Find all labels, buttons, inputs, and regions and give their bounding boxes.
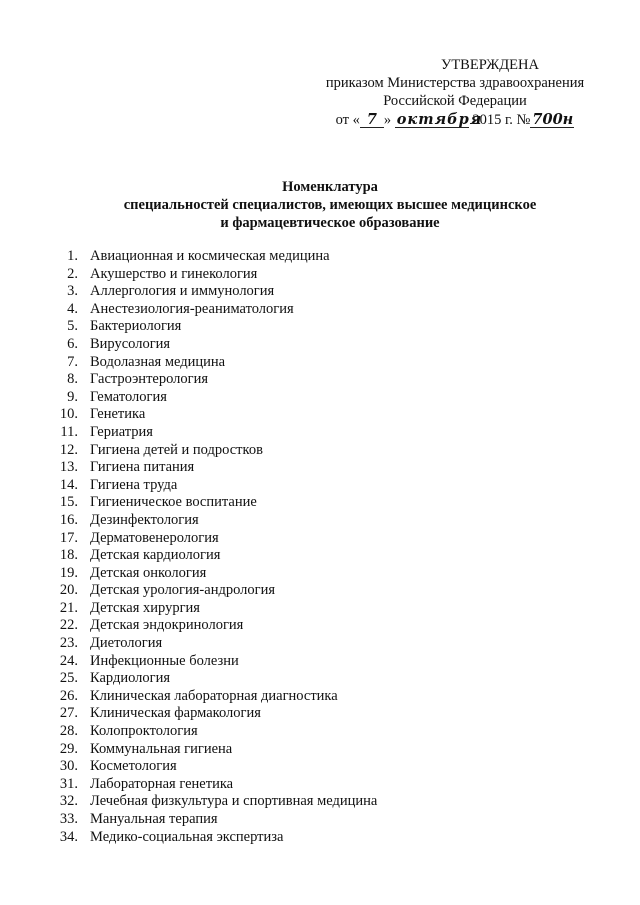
list-item-number: 9.	[67, 388, 78, 405]
list-item-number: 25.	[59, 670, 78, 687]
approval-federation-line: Российской Федерации	[383, 93, 527, 109]
list-item	[0, 318, 640, 336]
list-item-text: Дезинфектология	[90, 511, 199, 528]
list-item	[0, 477, 640, 495]
list-item-number: 16.	[59, 511, 78, 528]
list-item	[0, 741, 640, 759]
date-prefix: от «	[335, 112, 360, 128]
list-item-number: 21.	[59, 599, 78, 616]
handwritten-day: 7	[360, 112, 384, 128]
list-item-number: 29.	[59, 740, 78, 757]
list-item-text: Колопроктология	[90, 723, 198, 740]
list-item	[0, 758, 640, 776]
list-item-number: 32.	[59, 793, 78, 810]
list-item-number: 33.	[59, 811, 78, 827]
list-item-number: 5.	[67, 318, 78, 335]
list-item-text: Гигиена детей и подростков	[90, 441, 263, 458]
list-item-text: Диетология	[90, 635, 163, 652]
list-item-text: Генетика	[90, 406, 146, 423]
list-item-text: Детская онкология	[90, 564, 207, 581]
list-item-number: 11.	[60, 423, 78, 440]
list-item	[0, 494, 640, 512]
date-mid: »	[383, 112, 392, 128]
list-item-text: Детская урология-андрология	[90, 582, 276, 599]
list-item	[0, 776, 640, 794]
list-item-text: Детская кардиология	[90, 547, 221, 564]
list-item	[0, 424, 640, 442]
list-item-text: Гигиена питания	[90, 459, 195, 476]
list-item-text: Авиационная и космическая медицина	[90, 248, 330, 264]
list-item-text: Медико-социальная экспертиза	[90, 828, 284, 845]
list-item-text: Клиническая лабораторная диагностика	[90, 687, 338, 704]
list-item	[0, 793, 640, 811]
list-item-number: 34.	[59, 828, 78, 845]
handwritten-order-number: 700н	[532, 111, 574, 128]
list-item-number: 15.	[59, 494, 78, 511]
list-item-number: 3.	[67, 283, 78, 300]
list-item	[0, 547, 640, 565]
approval-date-line	[290, 111, 620, 129]
list-item-text: Гематология	[90, 388, 167, 405]
handwritten-month: октября	[396, 111, 483, 128]
list-item-number: 31.	[59, 775, 78, 792]
list-item	[0, 442, 640, 460]
list-item-text: Детская хирургия	[90, 599, 200, 616]
list-item-number: 17.	[59, 529, 78, 546]
list-item-number: 26.	[59, 687, 78, 704]
list-item-text: Косметология	[90, 758, 177, 775]
list-item	[0, 283, 640, 301]
list-item	[0, 811, 640, 829]
list-item-number: 24.	[59, 652, 78, 669]
heading-subtitle-1: специальностей специалистов, имеющих высшее медицинское	[123, 197, 537, 213]
list-item	[0, 705, 640, 723]
list-item-text: Дерматовенерология	[90, 529, 219, 546]
list-item-number: 6.	[67, 335, 78, 352]
list-item	[0, 354, 640, 372]
document-heading	[60, 178, 600, 232]
list-item	[0, 336, 640, 354]
list-item-number: 4.	[67, 300, 78, 317]
list-item-text: Кардиология	[90, 670, 171, 687]
list-item	[0, 582, 640, 600]
list-item	[0, 829, 640, 847]
list-item-text: Бактериология	[90, 318, 182, 335]
list-item-text: Водолазная медицина	[90, 353, 226, 370]
list-item-number: 18.	[59, 547, 78, 564]
list-item-text: Коммунальная гигиена	[90, 740, 233, 757]
list-item-number: 7.	[67, 353, 78, 370]
list-item-number: 30.	[59, 758, 78, 775]
year-text: 2015 г. №	[472, 112, 531, 128]
list-item-text: Клиническая фармакология	[90, 705, 261, 722]
list-item	[0, 371, 640, 389]
list-item	[0, 459, 640, 477]
list-item-number: 1.	[67, 248, 78, 264]
list-item-number: 14.	[59, 476, 78, 493]
list-item	[0, 530, 640, 548]
list-item-text: Гериатрия	[90, 423, 153, 440]
list-item	[0, 653, 640, 671]
list-item-text: Гастроэнтерология	[90, 371, 209, 388]
list-item	[0, 617, 640, 635]
list-item	[0, 600, 640, 618]
list-item-number: 28.	[59, 723, 78, 740]
list-item-number: 23.	[59, 635, 78, 652]
list-item-text: Вирусология	[90, 335, 171, 352]
list-item-text: Аллергология и иммунология	[90, 283, 275, 300]
list-item-text: Лечебная физкультура и спортивная медицина	[90, 793, 378, 810]
list-item	[0, 670, 640, 688]
list-item	[0, 635, 640, 653]
list-item-number: 10.	[59, 406, 78, 423]
list-item-text: Лабораторная генетика	[90, 775, 234, 792]
list-item	[0, 688, 640, 706]
list-item	[0, 512, 640, 530]
list-item-text: Гигиеническое воспитание	[90, 494, 257, 511]
list-item-number: 8.	[67, 371, 78, 388]
list-item	[0, 266, 640, 284]
list-item	[0, 565, 640, 583]
list-item-number: 20.	[59, 582, 78, 599]
list-item	[0, 248, 640, 266]
list-item	[0, 723, 640, 741]
list-item-number: 22.	[59, 617, 78, 634]
list-item	[0, 389, 640, 407]
list-item-number: 19.	[59, 564, 78, 581]
approval-ministry-line: приказом Министерства здравоохранения	[325, 75, 585, 91]
list-item-text: Детская эндокринология	[90, 617, 244, 634]
list-item-number: 2.	[67, 265, 78, 282]
approval-block	[290, 56, 620, 129]
heading-subtitle-2: и фармацевтическое образование	[220, 215, 440, 231]
approval-title: УТВЕРЖДЕНА	[441, 57, 539, 73]
list-item	[0, 406, 640, 424]
heading-title: Номенклатура	[282, 179, 378, 195]
list-item-number: 12.	[59, 441, 78, 458]
list-item-text: Мануальная терапия	[90, 811, 218, 827]
list-item-text: Анестезиология-реаниматология	[90, 300, 294, 317]
list-item	[0, 301, 640, 319]
list-item-text: Акушерство и гинекология	[90, 265, 258, 282]
list-item-number: 27.	[59, 705, 78, 722]
list-item-text: Инфекционные болезни	[90, 652, 239, 669]
list-item-text: Гигиена труда	[90, 476, 178, 493]
specialty-list	[0, 248, 640, 846]
list-item-number: 13.	[59, 459, 78, 476]
